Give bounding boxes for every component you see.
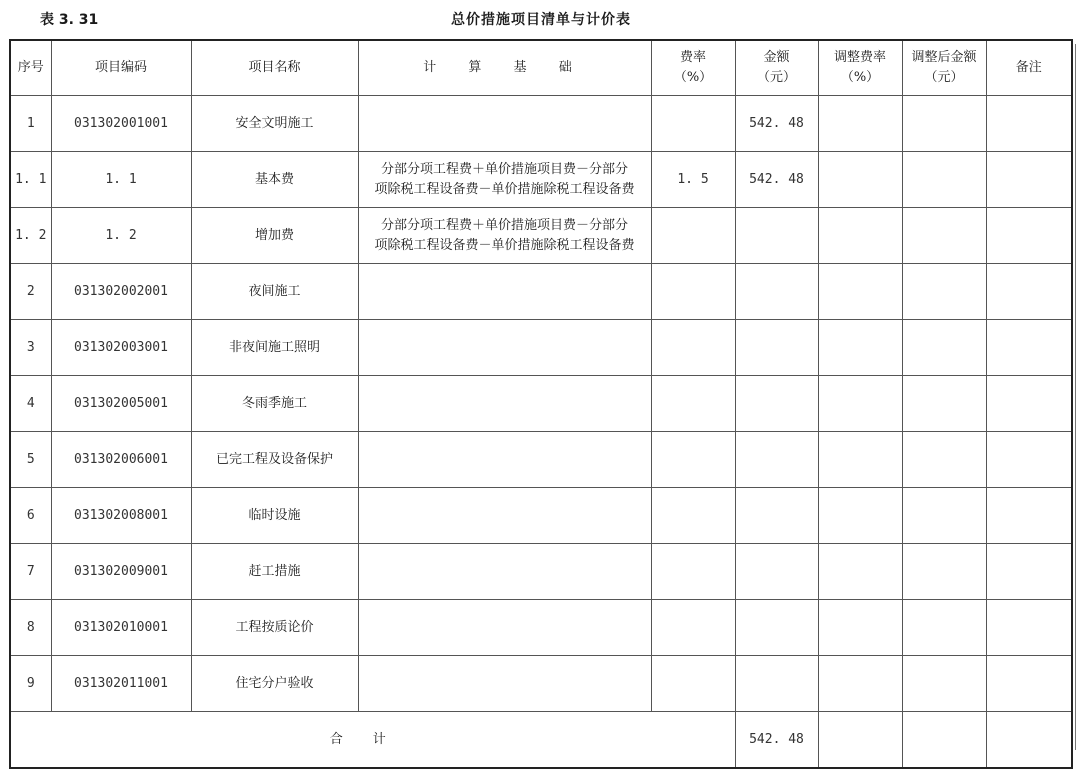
row-remark <box>986 432 1072 488</box>
row-rate <box>651 600 735 656</box>
row-amount: 542. 48 <box>735 152 818 208</box>
row-seq: 8 <box>10 600 51 656</box>
row-code: 031302001001 <box>51 96 191 152</box>
row-adj-amount <box>902 152 986 208</box>
row-adj-rate <box>818 544 902 600</box>
row-adj-rate <box>818 376 902 432</box>
row-remark <box>986 488 1072 544</box>
table-row <box>10 488 1072 544</box>
row-amount <box>735 376 818 432</box>
row-amount <box>735 544 818 600</box>
header-remark: 备注 <box>986 40 1072 96</box>
row-name: 工程按质论价 <box>191 600 358 656</box>
row-basis <box>358 432 651 488</box>
row-rate <box>651 96 735 152</box>
total-row <box>10 712 1072 769</box>
table-row <box>10 544 1072 600</box>
row-name: 赶工措施 <box>191 544 358 600</box>
row-name: 临时设施 <box>191 488 358 544</box>
row-rate <box>651 432 735 488</box>
row-rate <box>651 208 735 264</box>
row-remark <box>986 208 1072 264</box>
row-seq: 4 <box>10 376 51 432</box>
row-adj-rate <box>818 152 902 208</box>
row-seq: 5 <box>10 432 51 488</box>
row-adj-amount <box>902 488 986 544</box>
total-adj-rate <box>818 712 902 769</box>
row-seq: 1. 1 <box>10 152 51 208</box>
row-seq: 2 <box>10 264 51 320</box>
row-basis-line2: 项除税工程设备费－单价措施除税工程设备费 <box>374 181 635 197</box>
row-adj-amount <box>902 208 986 264</box>
row-basis-line2: 项除税工程设备费－单价措施除税工程设备费 <box>374 237 635 253</box>
row-basis <box>358 96 651 152</box>
row-rate <box>651 488 735 544</box>
total-label: 合计 <box>329 731 416 747</box>
row-basis-line1: 分部分项工程费＋单价措施项目费－分部分 <box>380 217 628 233</box>
row-basis <box>358 488 651 544</box>
row-amount: 542. 48 <box>735 96 818 152</box>
header-adj-rate <box>818 40 902 96</box>
row-name: 已完工程及设备保护 <box>191 432 358 488</box>
row-amount <box>735 656 818 712</box>
row-remark <box>986 544 1072 600</box>
row-basis <box>358 544 651 600</box>
row-adj-amount <box>902 600 986 656</box>
header-adj-rate-line2: （%） <box>840 70 880 85</box>
header-basis: 计 算 基 础 <box>358 40 651 96</box>
row-amount <box>735 488 818 544</box>
row-rate: 1. 5 <box>651 152 735 208</box>
row-amount <box>735 600 818 656</box>
row-remark <box>986 600 1072 656</box>
row-code: 031302008001 <box>51 488 191 544</box>
right-margin-rule <box>1075 44 1076 750</box>
row-name: 夜间施工 <box>191 264 358 320</box>
header-adj-rate-line1: 调整费率 <box>833 50 886 65</box>
row-name: 增加费 <box>191 208 358 264</box>
row-remark <box>986 152 1072 208</box>
total-amount: 542. 48 <box>735 712 818 769</box>
table-row <box>10 152 1072 208</box>
row-basis <box>358 152 651 208</box>
row-amount <box>735 208 818 264</box>
row-rate <box>651 376 735 432</box>
row-remark <box>986 320 1072 376</box>
row-remark <box>986 656 1072 712</box>
row-adj-rate <box>818 320 902 376</box>
row-basis <box>358 208 651 264</box>
row-adj-amount <box>902 544 986 600</box>
header-rate <box>651 40 735 96</box>
row-code: 031302010001 <box>51 600 191 656</box>
header-rate-line2: （%） <box>673 70 713 85</box>
row-basis-line1: 分部分项工程费＋单价措施项目费－分部分 <box>380 161 628 177</box>
table-title: 总价措施项目清单与计价表 <box>451 12 631 28</box>
row-basis <box>358 264 651 320</box>
row-code: 031302003001 <box>51 320 191 376</box>
row-name: 非夜间施工照明 <box>191 320 358 376</box>
table-row <box>10 96 1072 152</box>
row-seq: 3 <box>10 320 51 376</box>
header-amount <box>735 40 818 96</box>
row-adj-amount <box>902 376 986 432</box>
table-row <box>10 432 1072 488</box>
row-adj-rate <box>818 600 902 656</box>
row-code: 031302005001 <box>51 376 191 432</box>
row-adj-amount <box>902 656 986 712</box>
header-adj-amount-line2: （元） <box>924 70 964 85</box>
row-code: 031302006001 <box>51 432 191 488</box>
table-number: 表 3. 31 <box>40 12 99 28</box>
row-rate <box>651 656 735 712</box>
row-remark <box>986 376 1072 432</box>
row-code: 031302009001 <box>51 544 191 600</box>
table-row <box>10 600 1072 656</box>
row-name: 冬雨季施工 <box>191 376 358 432</box>
row-adj-amount <box>902 264 986 320</box>
table-row <box>10 656 1072 712</box>
row-remark <box>986 96 1072 152</box>
row-adj-rate <box>818 264 902 320</box>
row-seq: 6 <box>10 488 51 544</box>
measures-pricing-table <box>9 39 1073 769</box>
total-remark <box>986 712 1072 769</box>
header-adj-amount-line1: 调整后金额 <box>911 50 977 65</box>
row-adj-rate <box>818 656 902 712</box>
row-seq: 9 <box>10 656 51 712</box>
row-code: 1. 1 <box>51 152 191 208</box>
row-adj-rate <box>818 96 902 152</box>
row-rate <box>651 320 735 376</box>
row-seq: 7 <box>10 544 51 600</box>
row-amount <box>735 264 818 320</box>
row-basis <box>358 320 651 376</box>
row-adj-rate <box>818 208 902 264</box>
table-body <box>10 96 1072 769</box>
row-adj-rate <box>818 432 902 488</box>
total-adj-amount <box>902 712 986 769</box>
row-rate <box>651 544 735 600</box>
row-code: 031302011001 <box>51 656 191 712</box>
total-label-cell <box>10 712 735 769</box>
row-adj-amount <box>902 320 986 376</box>
row-seq: 1. 2 <box>10 208 51 264</box>
table-row <box>10 208 1072 264</box>
row-name: 住宅分户验收 <box>191 656 358 712</box>
row-code: 031302002001 <box>51 264 191 320</box>
row-adj-amount <box>902 96 986 152</box>
table-row <box>10 264 1072 320</box>
row-basis <box>358 600 651 656</box>
row-basis <box>358 376 651 432</box>
header-rate-line1: 费率 <box>679 50 706 65</box>
row-name: 安全文明施工 <box>191 96 358 152</box>
row-adj-amount <box>902 432 986 488</box>
header-seq: 序号 <box>10 40 51 96</box>
table-row <box>10 320 1072 376</box>
row-name: 基本费 <box>191 152 358 208</box>
row-adj-rate <box>818 488 902 544</box>
header-row <box>10 40 1072 96</box>
table-row <box>10 376 1072 432</box>
row-remark <box>986 264 1072 320</box>
row-rate <box>651 264 735 320</box>
header-amount-line1: 金额 <box>763 50 790 65</box>
row-amount <box>735 320 818 376</box>
header-name: 项目名称 <box>191 40 358 96</box>
row-code: 1. 2 <box>51 208 191 264</box>
header-adj-amount <box>902 40 986 96</box>
header-code: 项目编码 <box>51 40 191 96</box>
header-amount-line2: （元） <box>756 70 796 85</box>
row-basis <box>358 656 651 712</box>
row-seq: 1 <box>10 96 51 152</box>
row-amount <box>735 432 818 488</box>
